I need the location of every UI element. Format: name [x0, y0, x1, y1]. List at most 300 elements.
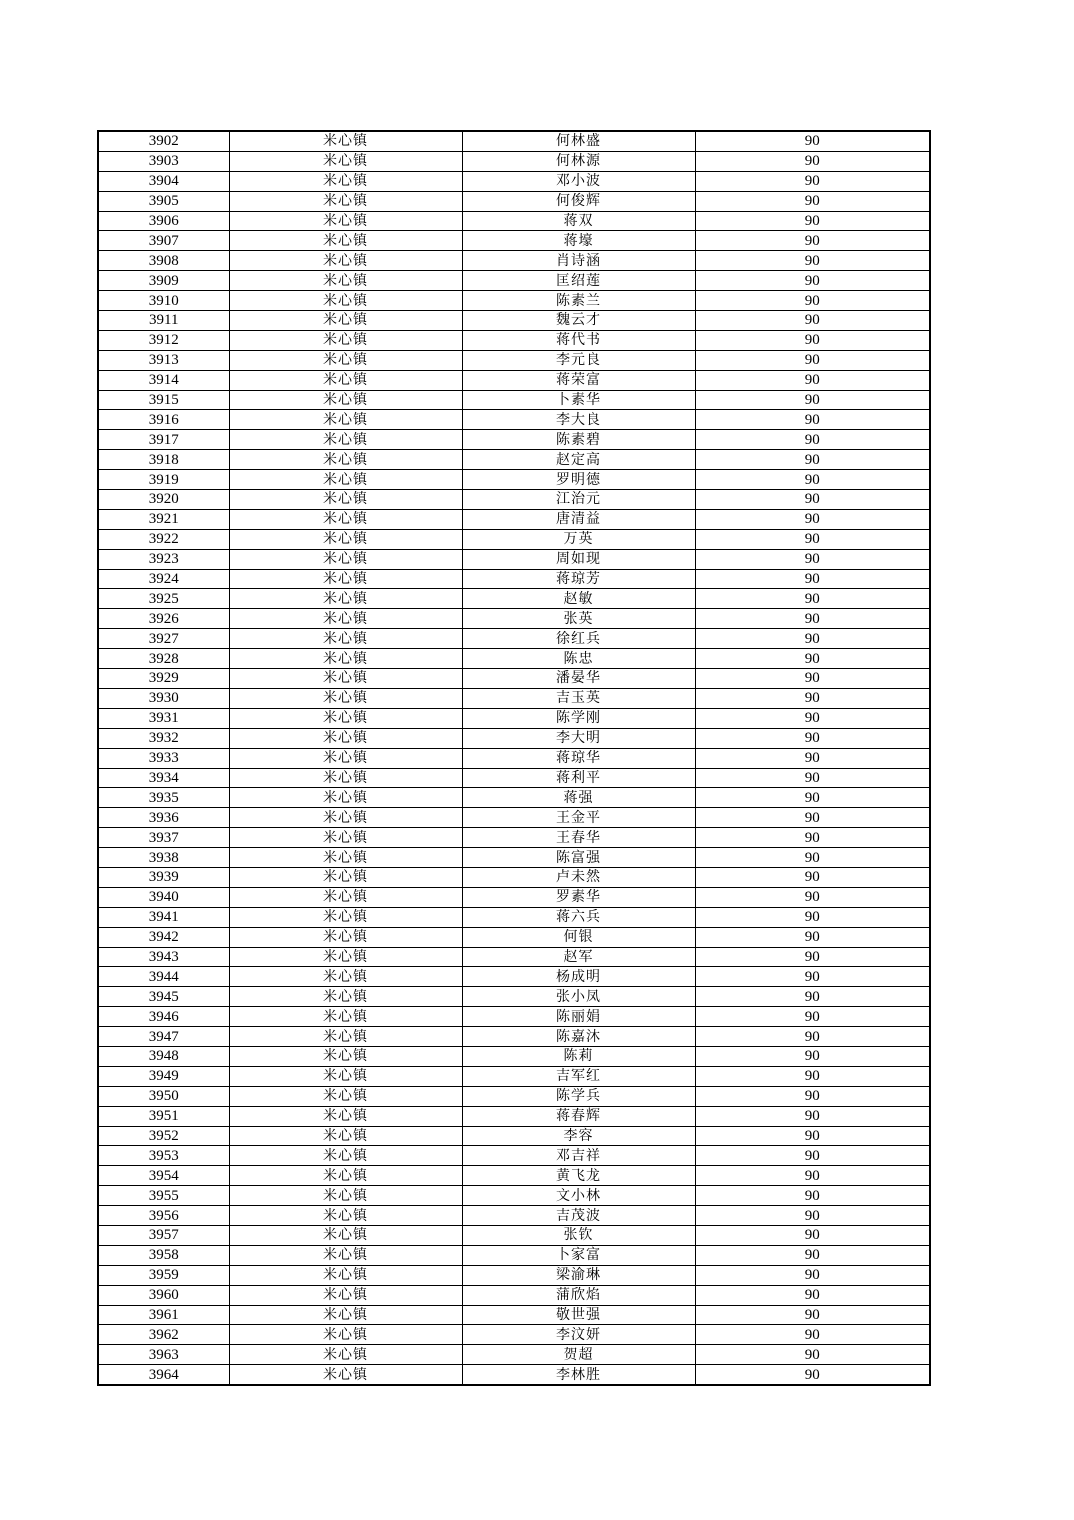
- cell-person-name: 江治元: [462, 490, 695, 510]
- cell-serial-number: 3936: [98, 808, 229, 828]
- table-row: [98, 1166, 930, 1186]
- cell-amount: 90: [695, 768, 930, 788]
- cell-town: 米心镇: [229, 370, 462, 390]
- cell-amount: 90: [695, 629, 930, 649]
- cell-person-name: 蒋六兵: [462, 907, 695, 927]
- cell-amount: 90: [695, 848, 930, 868]
- table-row: [98, 191, 930, 211]
- cell-town: 米心镇: [229, 907, 462, 927]
- cell-serial-number: 3927: [98, 629, 229, 649]
- table-row: [98, 1146, 930, 1166]
- cell-serial-number: 3914: [98, 370, 229, 390]
- cell-serial-number: 3908: [98, 251, 229, 271]
- cell-amount: 90: [695, 390, 930, 410]
- cell-town: 米心镇: [229, 1265, 462, 1285]
- table-row: [98, 1027, 930, 1047]
- cell-serial-number: 3962: [98, 1325, 229, 1345]
- cell-person-name: 梁渝琳: [462, 1265, 695, 1285]
- table-row: [98, 768, 930, 788]
- cell-serial-number: 3902: [98, 131, 229, 151]
- table-row: [98, 450, 930, 470]
- cell-town: 米心镇: [229, 1325, 462, 1345]
- cell-person-name: 卜家富: [462, 1245, 695, 1265]
- cell-serial-number: 3961: [98, 1305, 229, 1325]
- cell-person-name: 蒋琼芳: [462, 569, 695, 589]
- cell-town: 米心镇: [229, 410, 462, 430]
- cell-person-name: 蒋春辉: [462, 1106, 695, 1126]
- cell-serial-number: 3925: [98, 589, 229, 609]
- cell-serial-number: 3934: [98, 768, 229, 788]
- table-row: [98, 131, 930, 151]
- cell-person-name: 张小凤: [462, 987, 695, 1007]
- table-row: [98, 1345, 930, 1365]
- cell-serial-number: 3951: [98, 1106, 229, 1126]
- cell-amount: 90: [695, 1186, 930, 1206]
- cell-amount: 90: [695, 927, 930, 947]
- cell-serial-number: 3945: [98, 987, 229, 1007]
- table-row: [98, 171, 930, 191]
- table-row: [98, 589, 930, 609]
- cell-town: 米心镇: [229, 629, 462, 649]
- table-row: [98, 947, 930, 967]
- cell-person-name: 李元良: [462, 350, 695, 370]
- cell-town: 米心镇: [229, 1365, 462, 1385]
- cell-town: 米心镇: [229, 669, 462, 689]
- cell-town: 米心镇: [229, 470, 462, 490]
- cell-serial-number: 3944: [98, 967, 229, 987]
- cell-amount: 90: [695, 1325, 930, 1345]
- table-row: [98, 370, 930, 390]
- table-row: [98, 490, 930, 510]
- cell-serial-number: 3946: [98, 1007, 229, 1027]
- table-row: [98, 251, 930, 271]
- cell-serial-number: 3941: [98, 907, 229, 927]
- cell-amount: 90: [695, 867, 930, 887]
- table-row: [98, 430, 930, 450]
- cell-amount: 90: [695, 171, 930, 191]
- cell-person-name: 赵定高: [462, 450, 695, 470]
- table-row: [98, 828, 930, 848]
- cell-amount: 90: [695, 1345, 930, 1365]
- cell-town: 米心镇: [229, 1206, 462, 1226]
- cell-town: 米心镇: [229, 947, 462, 967]
- table-row: [98, 410, 930, 430]
- cell-town: 米心镇: [229, 430, 462, 450]
- cell-serial-number: 3904: [98, 171, 229, 191]
- cell-amount: 90: [695, 828, 930, 848]
- cell-town: 米心镇: [229, 251, 462, 271]
- cell-town: 米心镇: [229, 1305, 462, 1325]
- cell-amount: 90: [695, 708, 930, 728]
- cell-person-name: 李林胜: [462, 1365, 695, 1385]
- cell-town: 米心镇: [229, 967, 462, 987]
- table-row: [98, 311, 930, 331]
- cell-amount: 90: [695, 430, 930, 450]
- cell-serial-number: 3923: [98, 549, 229, 569]
- cell-amount: 90: [695, 311, 930, 331]
- table-row: [98, 649, 930, 669]
- table-row: [98, 748, 930, 768]
- cell-person-name: 周如现: [462, 549, 695, 569]
- cell-town: 米心镇: [229, 848, 462, 868]
- table-row: [98, 1225, 930, 1245]
- cell-person-name: 陈富强: [462, 848, 695, 868]
- cell-serial-number: 3922: [98, 529, 229, 549]
- cell-serial-number: 3909: [98, 271, 229, 291]
- cell-serial-number: 3926: [98, 609, 229, 629]
- cell-town: 米心镇: [229, 1007, 462, 1027]
- cell-amount: 90: [695, 589, 930, 609]
- cell-amount: 90: [695, 191, 930, 211]
- table-row: [98, 887, 930, 907]
- cell-town: 米心镇: [229, 788, 462, 808]
- cell-person-name: 魏云才: [462, 311, 695, 331]
- cell-amount: 90: [695, 907, 930, 927]
- cell-serial-number: 3957: [98, 1225, 229, 1245]
- cell-town: 米心镇: [229, 1126, 462, 1146]
- cell-amount: 90: [695, 370, 930, 390]
- cell-serial-number: 3928: [98, 649, 229, 669]
- cell-person-name: 文小林: [462, 1186, 695, 1206]
- cell-amount: 90: [695, 987, 930, 1007]
- table-row: [98, 967, 930, 987]
- cell-town: 米心镇: [229, 1285, 462, 1305]
- cell-person-name: 陈素碧: [462, 430, 695, 450]
- cell-town: 米心镇: [229, 211, 462, 231]
- cell-amount: 90: [695, 470, 930, 490]
- cell-amount: 90: [695, 1146, 930, 1166]
- cell-town: 米心镇: [229, 271, 462, 291]
- table-row: [98, 688, 930, 708]
- table-row: [98, 549, 930, 569]
- table-row: [98, 1305, 930, 1325]
- cell-town: 米心镇: [229, 330, 462, 350]
- cell-town: 米心镇: [229, 609, 462, 629]
- cell-person-name: 蒋壕: [462, 231, 695, 251]
- table-row: [98, 151, 930, 171]
- cell-amount: 90: [695, 330, 930, 350]
- table-row: [98, 1265, 930, 1285]
- cell-amount: 90: [695, 509, 930, 529]
- table-row: [98, 708, 930, 728]
- cell-amount: 90: [695, 1086, 930, 1106]
- cell-person-name: 潘晏华: [462, 669, 695, 689]
- cell-amount: 90: [695, 1265, 930, 1285]
- cell-serial-number: 3932: [98, 728, 229, 748]
- table-row: [98, 1186, 930, 1206]
- table-row: [98, 1046, 930, 1066]
- cell-amount: 90: [695, 1225, 930, 1245]
- cell-person-name: 何林源: [462, 151, 695, 171]
- cell-serial-number: 3903: [98, 151, 229, 171]
- cell-town: 米心镇: [229, 768, 462, 788]
- cell-amount: 90: [695, 1305, 930, 1325]
- cell-serial-number: 3929: [98, 669, 229, 689]
- cell-serial-number: 3912: [98, 330, 229, 350]
- cell-town: 米心镇: [229, 569, 462, 589]
- cell-serial-number: 3911: [98, 311, 229, 331]
- cell-person-name: 匡绍莲: [462, 271, 695, 291]
- table-row: [98, 1086, 930, 1106]
- cell-serial-number: 3931: [98, 708, 229, 728]
- cell-serial-number: 3940: [98, 887, 229, 907]
- cell-serial-number: 3954: [98, 1166, 229, 1186]
- cell-person-name: 陈忠: [462, 649, 695, 669]
- cell-town: 米心镇: [229, 311, 462, 331]
- table-row: [98, 350, 930, 370]
- cell-serial-number: 3939: [98, 867, 229, 887]
- cell-amount: 90: [695, 569, 930, 589]
- cell-person-name: 李大明: [462, 728, 695, 748]
- table-row: [98, 211, 930, 231]
- cell-amount: 90: [695, 271, 930, 291]
- cell-person-name: 蒋荣富: [462, 370, 695, 390]
- cell-person-name: 吉茂波: [462, 1206, 695, 1226]
- cell-person-name: 何林盛: [462, 131, 695, 151]
- table-row: [98, 529, 930, 549]
- cell-serial-number: 3964: [98, 1365, 229, 1385]
- cell-serial-number: 3960: [98, 1285, 229, 1305]
- cell-serial-number: 3930: [98, 688, 229, 708]
- cell-amount: 90: [695, 967, 930, 987]
- table-row: [98, 470, 930, 490]
- cell-amount: 90: [695, 490, 930, 510]
- cell-serial-number: 3948: [98, 1046, 229, 1066]
- roster-table: [97, 130, 931, 1386]
- cell-person-name: 敬世强: [462, 1305, 695, 1325]
- table-row: [98, 788, 930, 808]
- cell-amount: 90: [695, 131, 930, 151]
- cell-serial-number: 3949: [98, 1066, 229, 1086]
- cell-person-name: 徐红兵: [462, 629, 695, 649]
- cell-town: 米心镇: [229, 291, 462, 311]
- cell-amount: 90: [695, 151, 930, 171]
- cell-town: 米心镇: [229, 529, 462, 549]
- cell-town: 米心镇: [229, 1225, 462, 1245]
- cell-person-name: 卢未然: [462, 867, 695, 887]
- cell-serial-number: 3958: [98, 1245, 229, 1265]
- cell-town: 米心镇: [229, 748, 462, 768]
- cell-town: 米心镇: [229, 728, 462, 748]
- cell-serial-number: 3942: [98, 927, 229, 947]
- table-row: [98, 291, 930, 311]
- cell-serial-number: 3913: [98, 350, 229, 370]
- cell-town: 米心镇: [229, 1046, 462, 1066]
- cell-person-name: 李汶妍: [462, 1325, 695, 1345]
- table-row: [98, 231, 930, 251]
- cell-serial-number: 3952: [98, 1126, 229, 1146]
- table-row: [98, 927, 930, 947]
- table-row: [98, 271, 930, 291]
- table-row: [98, 848, 930, 868]
- cell-amount: 90: [695, 1066, 930, 1086]
- cell-person-name: 张英: [462, 609, 695, 629]
- cell-town: 米心镇: [229, 1086, 462, 1106]
- cell-serial-number: 3920: [98, 490, 229, 510]
- cell-serial-number: 3907: [98, 231, 229, 251]
- cell-person-name: 蒋双: [462, 211, 695, 231]
- table-row: [98, 1365, 930, 1385]
- cell-serial-number: 3956: [98, 1206, 229, 1226]
- table-row: [98, 1245, 930, 1265]
- cell-serial-number: 3917: [98, 430, 229, 450]
- cell-amount: 90: [695, 788, 930, 808]
- cell-amount: 90: [695, 450, 930, 470]
- table-row: [98, 1066, 930, 1086]
- cell-person-name: 张钦: [462, 1225, 695, 1245]
- cell-amount: 90: [695, 251, 930, 271]
- cell-amount: 90: [695, 748, 930, 768]
- cell-amount: 90: [695, 231, 930, 251]
- cell-town: 米心镇: [229, 450, 462, 470]
- cell-serial-number: 3924: [98, 569, 229, 589]
- cell-amount: 90: [695, 1245, 930, 1265]
- cell-amount: 90: [695, 291, 930, 311]
- cell-town: 米心镇: [229, 927, 462, 947]
- cell-serial-number: 3963: [98, 1345, 229, 1365]
- table-row: [98, 907, 930, 927]
- cell-town: 米心镇: [229, 171, 462, 191]
- cell-person-name: 陈素兰: [462, 291, 695, 311]
- cell-amount: 90: [695, 1007, 930, 1027]
- cell-amount: 90: [695, 1365, 930, 1385]
- cell-town: 米心镇: [229, 808, 462, 828]
- table-row: [98, 808, 930, 828]
- cell-amount: 90: [695, 609, 930, 629]
- cell-person-name: 肖诗涵: [462, 251, 695, 271]
- cell-town: 米心镇: [229, 688, 462, 708]
- cell-town: 米心镇: [229, 350, 462, 370]
- cell-town: 米心镇: [229, 1066, 462, 1086]
- cell-person-name: 王金平: [462, 808, 695, 828]
- cell-person-name: 何俊辉: [462, 191, 695, 211]
- cell-serial-number: 3906: [98, 211, 229, 231]
- table-row: [98, 1106, 930, 1126]
- cell-town: 米心镇: [229, 390, 462, 410]
- cell-town: 米心镇: [229, 509, 462, 529]
- cell-serial-number: 3905: [98, 191, 229, 211]
- cell-serial-number: 3935: [98, 788, 229, 808]
- cell-person-name: 蒋琼华: [462, 748, 695, 768]
- cell-serial-number: 3919: [98, 470, 229, 490]
- cell-amount: 90: [695, 211, 930, 231]
- table-row: [98, 1007, 930, 1027]
- cell-serial-number: 3943: [98, 947, 229, 967]
- cell-amount: 90: [695, 1166, 930, 1186]
- cell-person-name: 蒲欣焰: [462, 1285, 695, 1305]
- cell-person-name: 邓小波: [462, 171, 695, 191]
- cell-person-name: 唐清益: [462, 509, 695, 529]
- cell-amount: 90: [695, 688, 930, 708]
- table-row: [98, 609, 930, 629]
- cell-amount: 90: [695, 529, 930, 549]
- cell-serial-number: 3910: [98, 291, 229, 311]
- cell-town: 米心镇: [229, 1146, 462, 1166]
- table-row: [98, 867, 930, 887]
- cell-amount: 90: [695, 728, 930, 748]
- cell-town: 米心镇: [229, 589, 462, 609]
- table-row: [98, 509, 930, 529]
- cell-serial-number: 3938: [98, 848, 229, 868]
- cell-person-name: 陈学兵: [462, 1086, 695, 1106]
- cell-town: 米心镇: [229, 191, 462, 211]
- cell-town: 米心镇: [229, 828, 462, 848]
- cell-town: 米心镇: [229, 1186, 462, 1206]
- cell-person-name: 李大良: [462, 410, 695, 430]
- roster-table-body: [98, 131, 930, 1385]
- cell-serial-number: 3921: [98, 509, 229, 529]
- cell-amount: 90: [695, 808, 930, 828]
- cell-amount: 90: [695, 549, 930, 569]
- cell-person-name: 赵敏: [462, 589, 695, 609]
- cell-amount: 90: [695, 669, 930, 689]
- cell-serial-number: 3959: [98, 1265, 229, 1285]
- cell-amount: 90: [695, 649, 930, 669]
- cell-town: 米心镇: [229, 987, 462, 1007]
- cell-town: 米心镇: [229, 151, 462, 171]
- cell-amount: 90: [695, 350, 930, 370]
- table-row: [98, 728, 930, 748]
- cell-person-name: 罗素华: [462, 887, 695, 907]
- cell-person-name: 邓吉祥: [462, 1146, 695, 1166]
- table-row: [98, 330, 930, 350]
- cell-serial-number: 3916: [98, 410, 229, 430]
- cell-person-name: 贺超: [462, 1345, 695, 1365]
- cell-person-name: 杨成明: [462, 967, 695, 987]
- table-row: [98, 1325, 930, 1345]
- cell-person-name: 卜素华: [462, 390, 695, 410]
- cell-town: 米心镇: [229, 231, 462, 251]
- cell-person-name: 黄飞龙: [462, 1166, 695, 1186]
- cell-person-name: 陈嘉沐: [462, 1027, 695, 1047]
- cell-person-name: 万英: [462, 529, 695, 549]
- cell-person-name: 蒋利平: [462, 768, 695, 788]
- cell-amount: 90: [695, 947, 930, 967]
- cell-serial-number: 3937: [98, 828, 229, 848]
- cell-serial-number: 3933: [98, 748, 229, 768]
- cell-person-name: 陈丽娟: [462, 1007, 695, 1027]
- cell-person-name: 李容: [462, 1126, 695, 1146]
- cell-town: 米心镇: [229, 490, 462, 510]
- cell-town: 米心镇: [229, 1345, 462, 1365]
- table-row: [98, 629, 930, 649]
- cell-amount: 90: [695, 1126, 930, 1146]
- cell-person-name: 蒋强: [462, 788, 695, 808]
- cell-town: 米心镇: [229, 1166, 462, 1186]
- cell-serial-number: 3953: [98, 1146, 229, 1166]
- cell-town: 米心镇: [229, 1027, 462, 1047]
- table-row: [98, 390, 930, 410]
- cell-amount: 90: [695, 1206, 930, 1226]
- cell-person-name: 吉军红: [462, 1066, 695, 1086]
- cell-serial-number: 3915: [98, 390, 229, 410]
- cell-amount: 90: [695, 887, 930, 907]
- cell-serial-number: 3955: [98, 1186, 229, 1206]
- cell-amount: 90: [695, 1027, 930, 1047]
- cell-person-name: 蒋代书: [462, 330, 695, 350]
- cell-amount: 90: [695, 1106, 930, 1126]
- cell-person-name: 陈莉: [462, 1046, 695, 1066]
- cell-serial-number: 3947: [98, 1027, 229, 1047]
- table-row: [98, 987, 930, 1007]
- cell-person-name: 何银: [462, 927, 695, 947]
- cell-amount: 90: [695, 1046, 930, 1066]
- cell-town: 米心镇: [229, 1245, 462, 1265]
- table-row: [98, 1126, 930, 1146]
- cell-serial-number: 3918: [98, 450, 229, 470]
- table-row: [98, 669, 930, 689]
- cell-amount: 90: [695, 410, 930, 430]
